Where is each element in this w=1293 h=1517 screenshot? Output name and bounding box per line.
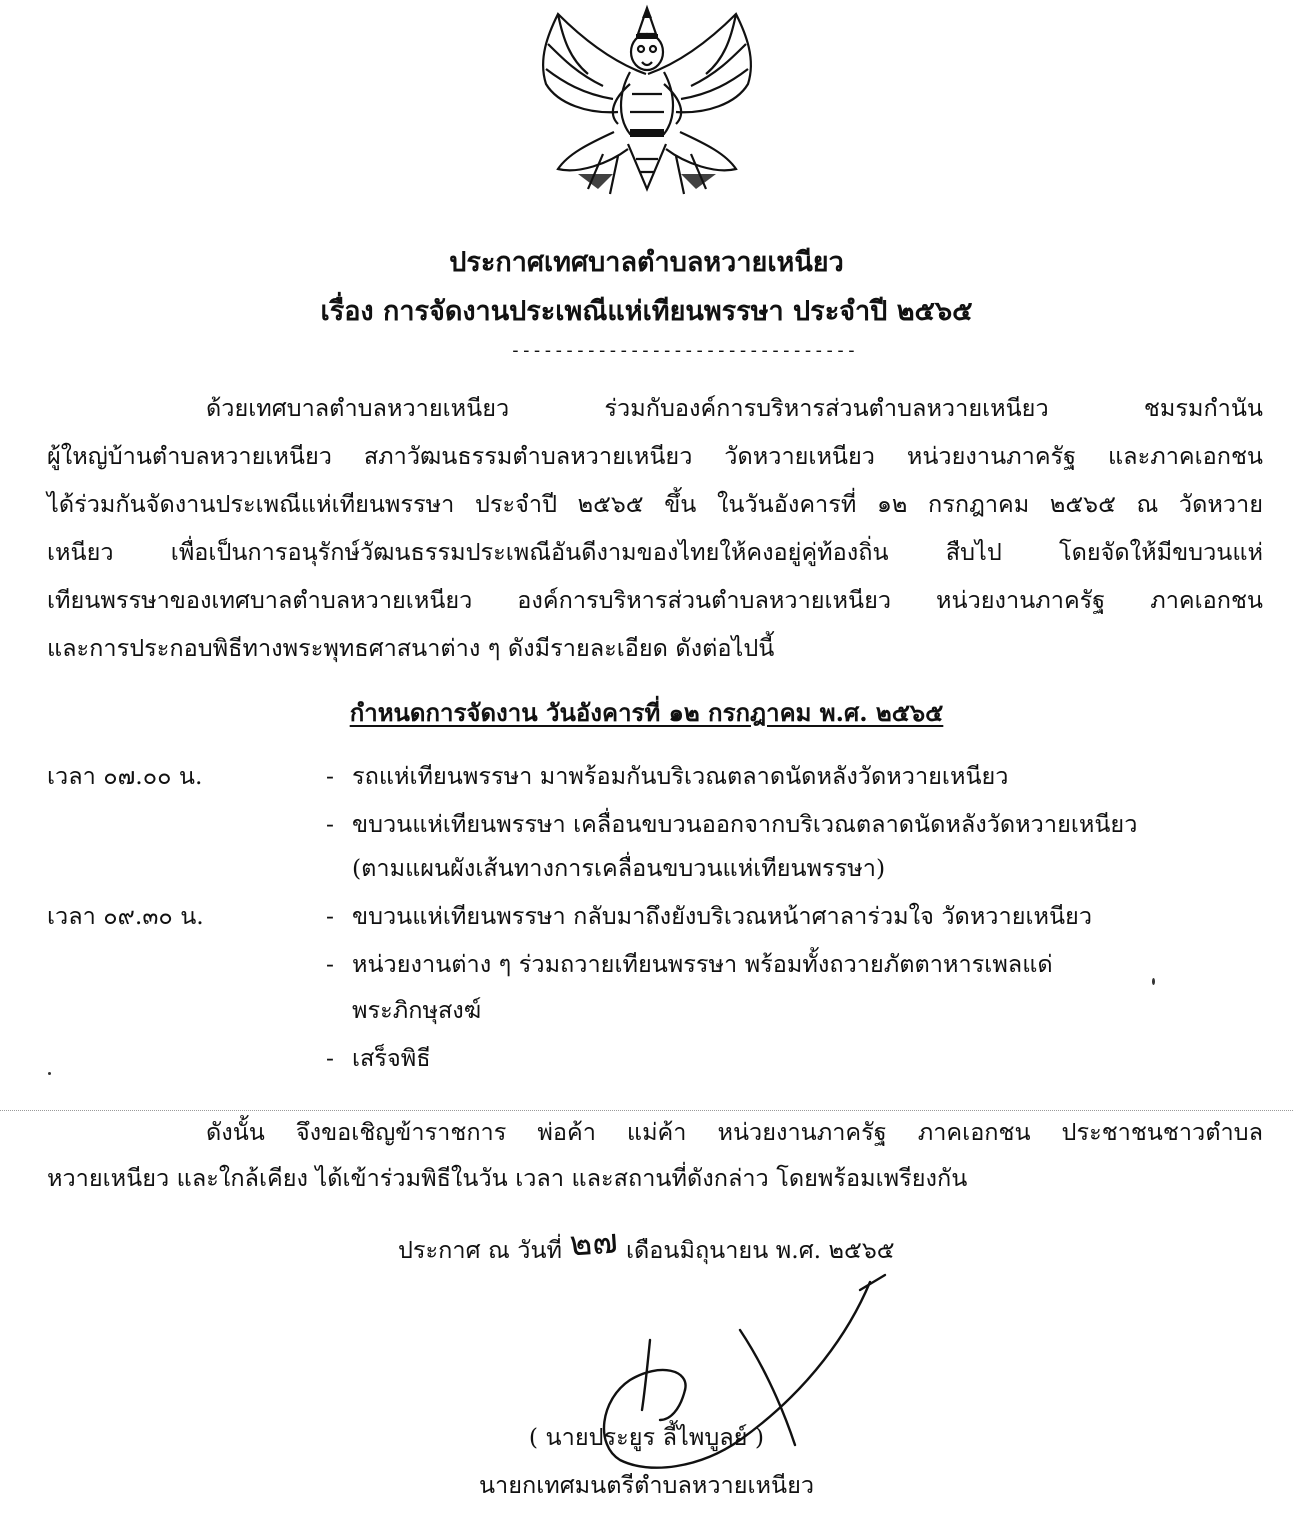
date-suffix: เดือนมิถุนายน พ.ศ. ๒๕๖๕ bbox=[625, 1236, 895, 1264]
closing-line-2: หวายเหนียว และใกล้เคียง ได้เข้าร่วมพิธีในวัน เวลา และสถานที่ดังกล่าว โดยพร้อมเพรียงกัน bbox=[47, 1164, 968, 1192]
intro-line-1: ด้วยเทศบาลตำบลหวายเหนียว ร่วมกับองค์การบริหารส่วนตำบลหวายเหนียว ชมรมกำนัน bbox=[206, 394, 1263, 422]
schedule-item-text: รถแห่เทียนพรรษา มาพร้อมกันบริเวณตลาดนัดหลังวัดหวายเหนียว bbox=[352, 762, 1009, 790]
schedule-item-text: หน่วยงานต่าง ๆ ร่วมถวายเทียนพรรษา พร้อมทั้งถวายภัตตาหารเพลแด่ bbox=[352, 950, 1053, 978]
schedule-item bbox=[326, 808, 1137, 840]
scan-artifact-line bbox=[0, 1110, 1293, 1111]
scan-speck bbox=[48, 1072, 51, 1075]
bullet-dash: - bbox=[326, 1044, 334, 1072]
signatory-position: นายกเทศมนตรีตำบลหวายเหนียว bbox=[478, 1471, 815, 1499]
schedule-item-continuation: (ตามแผนผังเส้นทางการเคลื่อนขบวนแห่เทียนพรรษา) bbox=[352, 854, 886, 882]
schedule-item-text: ขบวนแห่เทียนพรรษา เคลื่อนขบวนออกจากบริเวณตลาดนัดหลังวัดหวายเหนียว bbox=[352, 810, 1138, 838]
intro-line-3: ได้ร่วมกันจัดงานประเพณีแห่เทียนพรรษา ประจำปี ๒๕๖๕ ขึ้น ในวันอังคารที่ ๑๒ กรกฎาคม ๒๕๖๕ ณ วัดหวาย bbox=[47, 490, 1263, 518]
schedule-item bbox=[326, 948, 1053, 980]
intro-line-5: เทียนพรรษาของเทศบาลตำบลหวายเหนียว องค์การบริหารส่วนตำบลหวายเหนียว หน่วยงานภาครัฐ ภาคเอกชน bbox=[47, 586, 1263, 614]
schedule-item-text: เสร็จพิธี bbox=[352, 1044, 431, 1072]
document-title: ประกาศเทศบาลตำบลหวายเหนียว bbox=[449, 247, 844, 278]
bullet-dash: - bbox=[326, 810, 334, 838]
schedule-item bbox=[326, 760, 1008, 792]
bullet-dash: - bbox=[326, 902, 334, 930]
intro-line-2: ผู้ใหญ่บ้านตำบลหวายเหนียว สภาวัฒนธรรมตำบลหวายเหนียว วัดหวายเหนียว หน่วยงานภาครัฐ และภาคเอกชน bbox=[47, 442, 1263, 470]
intro-line-6: และการประกอบพิธีทางพระพุทธศาสนาต่าง ๆ ดังมีรายละเอียด ดังต่อไปนี้ bbox=[47, 634, 775, 662]
schedule-item bbox=[326, 1042, 431, 1074]
schedule-item-text: ขบวนแห่เทียนพรรษา กลับมาถึงยังบริเวณหน้าศาลาร่วมใจ วัดหวายเหนียว bbox=[352, 902, 1093, 930]
schedule-item-continuation: พระภิกษุสงฆ์ bbox=[352, 996, 482, 1024]
intro-line-4: เหนียว เพื่อเป็นการอนุรักษ์วัฒนธรรมประเพณีอันดีงามของไทยให้คงอยู่คู่ท้องถิ่น สืบไป โดยจัดให้มีขบวนแห่ bbox=[47, 538, 1263, 566]
scan-speck bbox=[1152, 978, 1155, 985]
closing-line-1: ดังนั้น จึงขอเชิญข้าราชการ พ่อค้า แม่ค้า หน่วยงานภาครัฐ ภาคเอกชน ประชาชนชาวตำบล bbox=[206, 1118, 1263, 1146]
announcement-date bbox=[398, 1221, 895, 1267]
signatory-name: ( นายประยูร ลี้ไพบูลย์ ) bbox=[528, 1423, 765, 1451]
date-prefix: ประกาศ ณ วันที่ bbox=[398, 1236, 562, 1264]
handwritten-day: ๒๗ bbox=[568, 1221, 620, 1265]
bullet-dash: - bbox=[326, 762, 334, 790]
document-subject: เรื่อง การจัดงานประเพณีแห่เทียนพรรษา ประจำปี ๒๕๖๕ bbox=[320, 296, 973, 327]
title-separator: -------------------------------- bbox=[510, 340, 857, 361]
schedule-time-2: เวลา ๐๙.๓๐ น. bbox=[47, 902, 204, 930]
schedule-heading: กำหนดการจัดงาน วันอังคารที่ ๑๒ กรกฎาคม พ.ศ. ๒๕๖๕ bbox=[349, 698, 944, 727]
schedule-time-1: เวลา ๐๗.๐๐ น. bbox=[47, 762, 203, 790]
garuda-emblem-icon bbox=[518, 4, 776, 200]
schedule-item bbox=[326, 900, 1092, 932]
bullet-dash: - bbox=[326, 950, 334, 978]
